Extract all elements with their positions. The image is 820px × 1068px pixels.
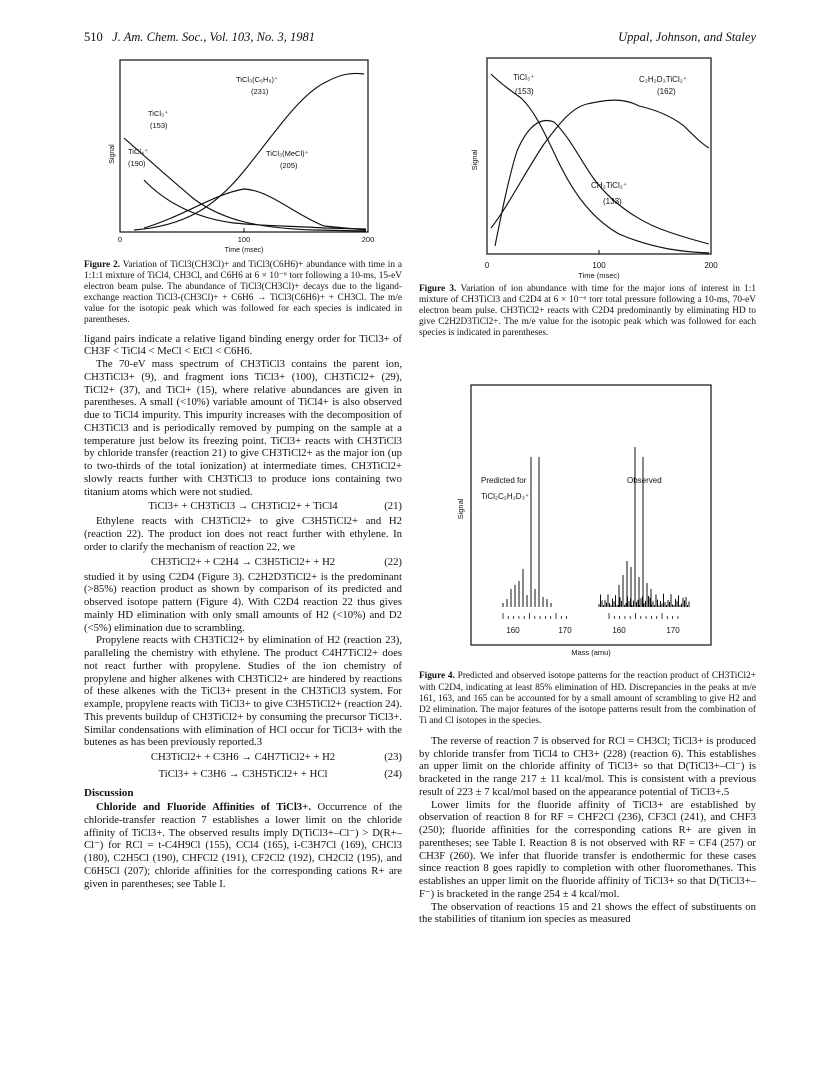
equation-text: TiCl3+ + CH3TiCl3 → CH3TiCl2+ + TiCl4 xyxy=(148,500,338,513)
figure-3 xyxy=(419,56,756,339)
left-column xyxy=(84,56,402,890)
label-ticl3-mz: (153) xyxy=(515,87,534,96)
equation-text: CH3TiCl2+ + C3H6 → C4H7TiCl2+ + H2 xyxy=(150,751,336,764)
curve-ticl3-c6h6 xyxy=(134,73,364,230)
paragraph: The 70-eV mass spectrum of CH3TiCl3 contains the parent ion, CH3TiCl3+ (9), and fragment ions TiCl3+ (100), CH3TiCl2+ (29), TiCl2+ (37), and TiCl+ (15), where relative abundances are given in parentheses. A small (<10%) variable amount of TiCl4+ is also observed due to TiCl4 impurity. This impurity increases with the decomposition of CH3TiCl3 and is periodically removed by pumping on the sample at a temperature just below its freezing point. TiCl3+ reacts with CH3TiCl3 by chloride transfer (reaction 21) to give CH3TiCl2+ as the major ion (up to two-thirds of the total ionization) at intermediate times. CH3TiCl2+ slowly reacts further with CH3TiCl3 to produce ions containing two titanium atoms which were not studied. xyxy=(84,358,402,498)
x-tick-label-170a: 170 xyxy=(558,626,572,636)
figure-2-caption xyxy=(84,260,402,327)
equation-21 xyxy=(84,498,402,515)
figure-2-caption-title: Figure 2. xyxy=(84,260,121,270)
equation-22 xyxy=(84,554,402,571)
equation-23 xyxy=(84,749,402,766)
paragraph: Ethylene reacts with CH3TiCl2+ to give C3H5TiCl2+ and H2 (reaction 22). The product ion does not react further with ethylene. In order to clarify the mechanism of reaction 22, we xyxy=(84,515,402,553)
label-ticl3-mecl-mz: (205) xyxy=(280,161,298,170)
figure-3-caption xyxy=(419,284,756,339)
subheading: Chloride and Fluoride Affinities of TiCl3+. xyxy=(96,801,311,814)
label-c2h2d3ticl2: C₂H₂D₃TiCl₂⁺ xyxy=(639,75,688,84)
paragraph xyxy=(84,801,402,890)
paragraph: ligand pairs indicate a relative ligand binding energy order for TiCl3+ of CH3F < TiCl4 < MeCl < EtCl < C6H6. xyxy=(84,332,402,358)
x-tick-label-200: 200 xyxy=(704,261,718,270)
predicted-formula: TiCl₂C₂H₂D₃⁺ xyxy=(481,492,530,502)
figure-3-caption-title: Figure 3. xyxy=(419,284,457,294)
observed-isotope-peaks xyxy=(599,447,689,607)
label-ticl3: TiCl₃⁺ xyxy=(513,73,535,82)
y-axis-label: Signal xyxy=(470,149,479,171)
curve-ticl3 xyxy=(491,74,709,253)
x-tick-label-0: 0 xyxy=(117,235,123,244)
x-tick-label-160b: 160 xyxy=(612,626,626,636)
x-tick-label-170b: 170 xyxy=(666,626,680,636)
y-axis-label: Signal xyxy=(456,499,465,520)
journal-citation: J. Am. Chem. Soc., Vol. 103, No. 3, 1981 xyxy=(112,30,316,44)
equation-number: (23) xyxy=(384,751,402,764)
plot-frame xyxy=(120,60,368,232)
observed-label: Observed xyxy=(627,476,662,486)
paragraph: studied it by using C2D4 (Figure 3). C2H2D3TiCl2+ is the predominant (>85%) reaction product as shown by comparison of its predicted and observed isotope pattern (Figure 4). With C2D4 reaction 22 thus gives mainly HD elimination with only small amounts of H2 (<10%) and D2 (<5%) elimination due to scrambling. xyxy=(84,570,402,634)
paragraph: The reverse of reaction 7 is observed for RCl = CH3Cl; TiCl3+ is produced by chloride transfer from TiCl4 to CH3+ (228) (reaction 6). This establishes an upper limit on the chloride affinity of TiCl3+ so that D(TiCl3+–Cl⁻) is bracketed in the range 217 ± 11 kcal/mol. This is consistent with a previous result of 223 ± 7 kcal/mol based on the appearance potential of TiCl3+.5 xyxy=(419,734,756,798)
figure-4-caption-text: Predicted and observed isotope patterns for the reaction product of CH3TiCl2+ with C2D4, indicating at least 85% elimination of HD. Discrepancies in the peaks at m/e 161, 163, and 165 can be accounted for by a small amount of scrambling to give H2 and D2 elimination. The major features of the isotope patterns result from the combination of Ti and Cl isotopes in the species. xyxy=(419,671,756,726)
x-axis-label: Time (msec) xyxy=(578,271,620,280)
paragraph: Lower limits for the fluoride affinity of TiCl3+ are established by observation of reaction 8 for RF = CHF2Cl (236), CF3Cl (241), and CHF3 (250); fluoride affinities for the corresponding cations R+ are given in parentheses; see Table I. Reaction 8 is not observed with RF = CF4 (257) or CH3F (260). We infer that fluoride transfer is endothermic for these cases since reaction 8 goes rapidly to completion with other fluoromethanes. This establishes an upper limit on the fluoride affinity of TiCl3+ so that D(TiCl3+–F⁻) is bracketed in the range 254 ± 4 kcal/mol. xyxy=(419,798,756,900)
running-header xyxy=(84,30,756,48)
equation-24 xyxy=(84,766,402,783)
paragraph: The observation of reactions 15 and 21 shows the effect of substituents on the stabilities of titanium ion species as measured xyxy=(419,900,756,926)
figure-4-plot xyxy=(419,349,756,667)
mass-axis-ticks xyxy=(503,613,678,619)
equation-text: TiCl3+ + C3H6 → C3H5TiCl2+ + HCl xyxy=(158,768,328,781)
label-ch3ticl2: CH₃TiCl₂⁺ xyxy=(591,181,628,190)
page-number: 510 xyxy=(84,30,103,44)
x-tick-label-200: 200 xyxy=(361,235,375,244)
x-axis-label: Mass (amu) xyxy=(571,648,611,658)
x-axis-label: Time (msec) xyxy=(224,247,264,254)
x-tick-label-160a: 160 xyxy=(506,626,520,636)
label-c2h2d3ticl2-mz: (162) xyxy=(657,87,676,96)
x-tick-label-100: 100 xyxy=(592,261,606,270)
figure-3-plot xyxy=(419,56,756,280)
equation-number: (21) xyxy=(384,500,402,513)
equation-number: (22) xyxy=(384,555,402,568)
section-heading: Discussion xyxy=(84,787,134,800)
paragraph-text: Occurrence of the chloride-transfer reaction 7 establishes a lower limit on the chloride affinity of TiCl3+. The observed results imply D(TiCl3+–Cl⁻) > D(R+–Cl⁻) for RCl = t-C4H9Cl (155), CCl4 (165), i-C3H7Cl (169), CHCl3 (180), C2H5Cl (190), CHFCl2 (191), CF2Cl2 (192), CH2Cl2 (195), and C6H5Cl (207); chloride affinities for the corresponding cations R+ are given in parentheses; see Table I. xyxy=(84,801,403,890)
figure-4 xyxy=(419,349,756,726)
figure-4-caption-title: Figure 4. xyxy=(419,671,455,682)
label-ticl3-mz: (153) xyxy=(150,121,168,130)
equation-text: CH3TiCl2+ + C2H4 → C3H5TiCl2+ + H2 xyxy=(150,555,336,568)
label-ticl3-c6h6-mz: (231) xyxy=(251,87,269,96)
x-tick-label-0: 0 xyxy=(484,261,490,270)
figure-3-caption-text: Variation of ion abundance with time for the major ions of interest in 1:1 mixture of CH3TiCl3 and C2D4 at 6 × 10⁻⁶ torr total pressure following a 10-ms, 70-eV electron beam pulse. CH3TiCl2+ reacts with C2D4 predominantly by eliminating HD to give C2H2D3TiCl2+. The m/e value for the isotopic peak which was followed for each species is indicated in parentheses. xyxy=(419,284,756,339)
paragraph: Propylene reacts with CH3TiCl2+ by elimination of H2 (reaction 23), paralleling the chemistry with ethylene. The product C4H7TiCl2+ does not react further with propylene. Studies of the ion chemistry of propylene and higher alkenes with CH3TiCl2+ are hindered by reactions of these alkenes with the TiCl3+ present in the CH3TiCl3 system. For example, propylene reacts with TiCl3+ to give C3H5TiCl2+ (reaction 24). This prevents buildup of CH3TiCl2+ by consuming the precursor TiCl3+. Similar condensations with elimination of HCl occur for TiCl3+ with the butenes as has been previously reported.3 xyxy=(84,634,402,749)
figure-4-caption xyxy=(419,671,756,726)
label-ticl4: TiCl₄⁺ xyxy=(128,147,149,156)
label-ch3ticl2-mz: (133) xyxy=(603,197,622,206)
label-ticl3: TiCl₃⁺ xyxy=(148,109,169,118)
curve-c2h2d3ticl2 xyxy=(491,100,709,228)
right-column xyxy=(419,56,756,926)
figure-2-caption-text: Variation of TiCl3(CH3Cl)+ and TiCl3(C6H6)+ abundance with time in a 1:1:1 mixture of TiCl4, CH3Cl, and C6H6 at 6 × 10⁻⁶ torr following a 10-ms, 15-eV electron beam pulse. The abundance of TiCl3(CH3Cl)+ decays due to the ligand-exchange reaction TiCl3-(CH3Cl)+ + C6H6 → TiCl3(C6H6)+ + CH3Cl. The m/e value for the isotopic peak which was followed for each species is indicated in parentheses. xyxy=(84,260,403,326)
label-ticl3-c6h6: TiCl₃(C₆H₆)⁺ xyxy=(236,75,278,84)
figure-2-plot xyxy=(84,56,402,256)
label-ticl3-mecl: TiCl₃(MeCl)⁺ xyxy=(266,149,309,158)
predicted-label: Predicted for xyxy=(481,476,527,486)
label-ticl4-mz: (190) xyxy=(128,159,146,168)
x-tick-label-100: 100 xyxy=(237,235,251,244)
figure-2 xyxy=(84,56,402,327)
equation-number: (24) xyxy=(384,768,402,781)
curve-ticl3 xyxy=(124,138,366,231)
y-axis-label: Signal xyxy=(109,144,116,164)
author-names: Uppal, Johnson, and Staley xyxy=(618,30,756,44)
